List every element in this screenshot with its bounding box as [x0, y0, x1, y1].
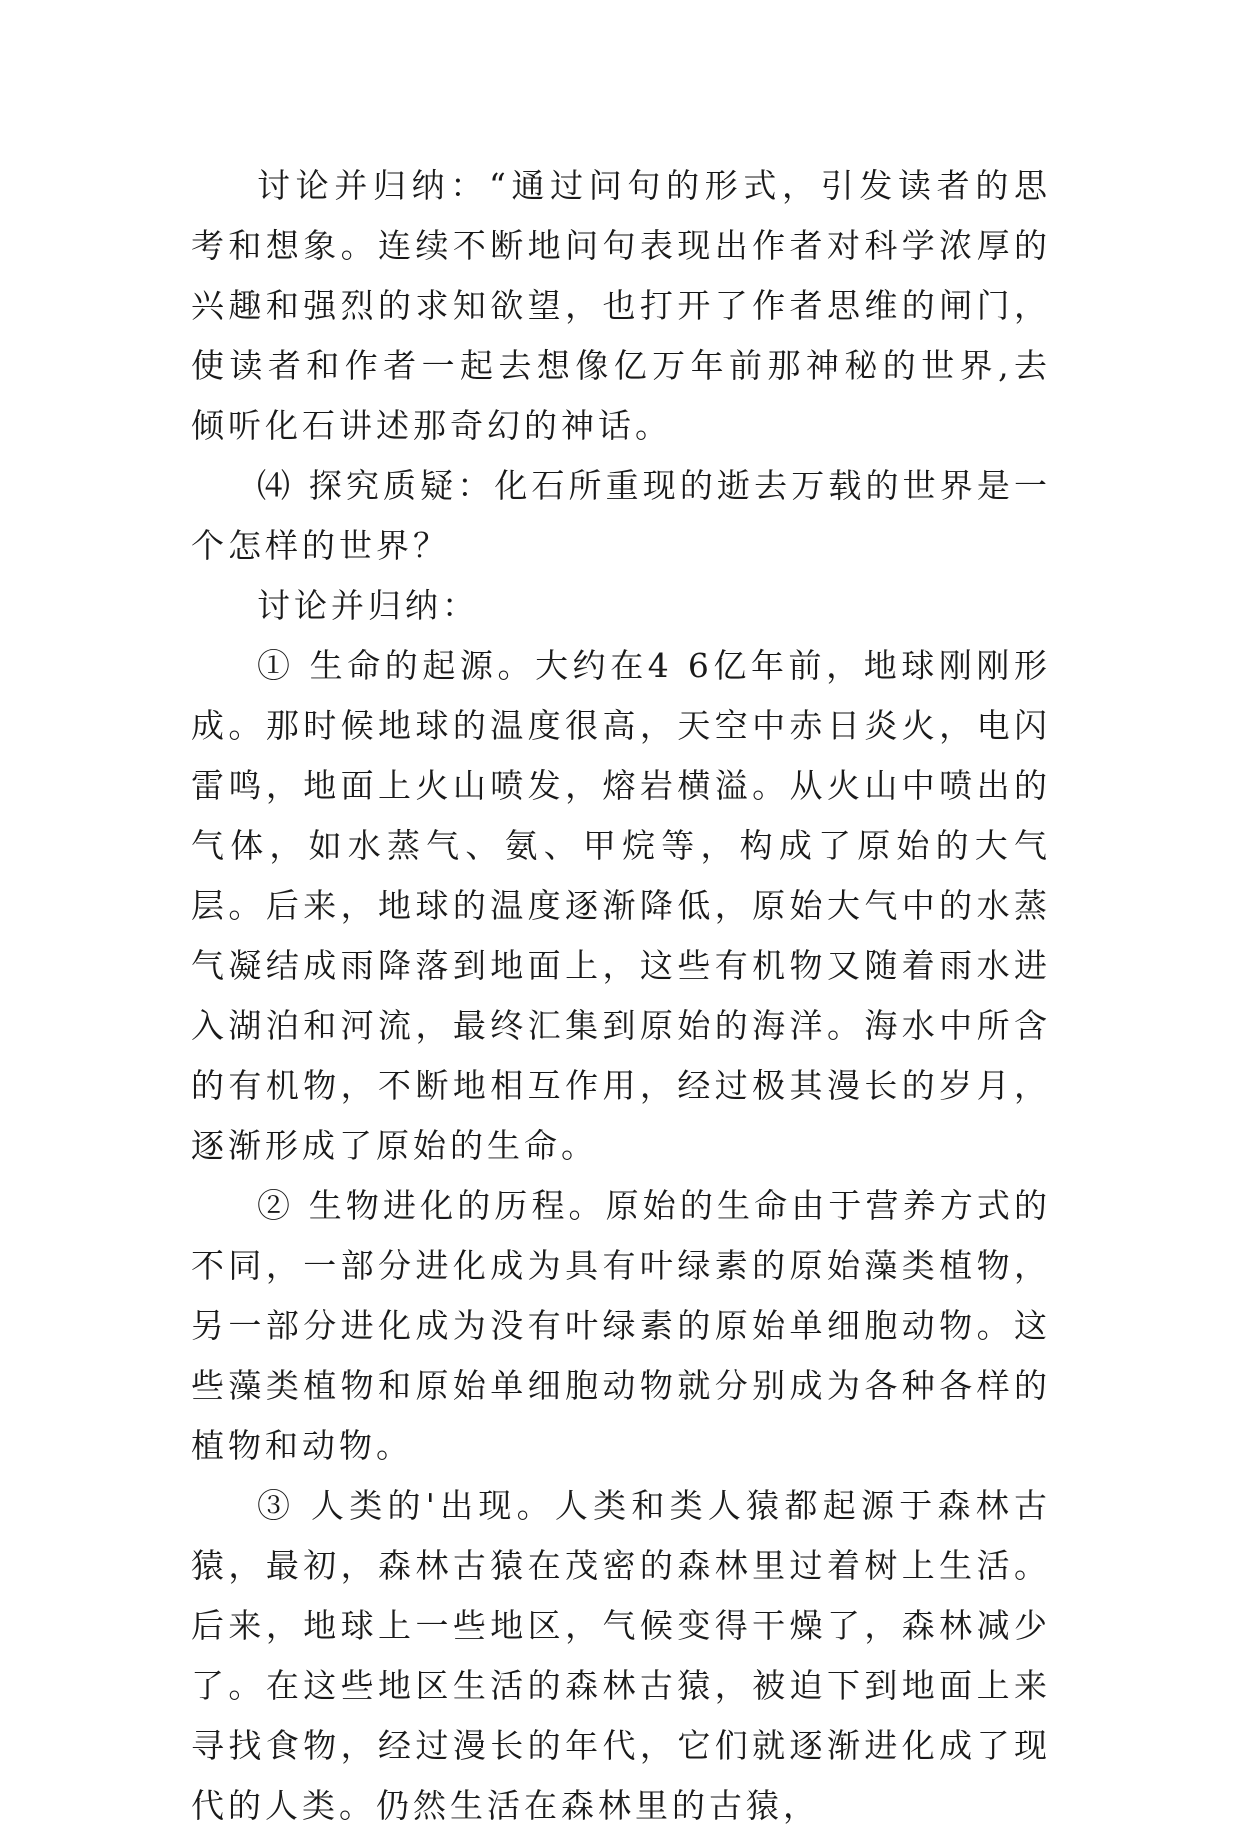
paragraph-human-emergence: ③ 人类的'出现。人类和类人猿都起源于森林古猿，最初，森林古猿在茂密的森林里过着树上生活。后来，地球上一些地区，气候变得干燥了，森林减少了。在这些地区生活的森林古猿，被迫下到地面上来寻找食物，经过漫长的年代，它们就逐渐进化成了现代的人类。仍然生活在森林里的古猿， — [191, 1486, 1051, 1825]
paragraph-origin-of-life: ① 生命的起源。大约在4 6亿年前，地球刚刚形成。那时候地球的温度很高，天空中赤日炎火，电闪雷鸣，地面上火山喷发，熔岩横溢。从火山中喷出的气体，如水蒸气、氨、甲烷等，构成了原始的大气层。后来，地球的温度逐渐降低，原始大气中的水蒸气凝结成雨降落到地面上，这些有机物又随着雨水进入湖泊和河流，最终汇集到原始的海洋。海水中所含的有机物，不断地相互作用，经过极其漫长的岁月，逐渐形成了原始的生命。 — [191, 646, 1051, 1165]
paragraph-discussion-summary: 讨论并归纳：“通过问句的形式，引发读者的思考和想象。连续不断地问句表现出作者对科学浓厚的兴趣和强烈的求知欲望，也打开了作者思维的闸门，使读者和作者一起去想像亿万年前那神秘的世界,去倾听化石讲述那奇幻的神话。 — [191, 166, 1051, 445]
paragraph-evolution-process: ② 生物进化的历程。原始的生命由于营养方式的不同，一部分进化成为具有叶绿素的原始藻类植物，另一部分进化成为没有叶绿素的原始单细胞动物。这些藻类植物和原始单细胞动物就分别成为各种各样的植物和动物。 — [191, 1186, 1051, 1465]
document-page — [191, 156, 1051, 1836]
paragraph-discussion-heading: 讨论并归纳： — [257, 586, 479, 625]
paragraph-inquiry-question: ⑷ 探究质疑：化石所重现的逝去万载的世界是一个怎样的世界？ — [191, 466, 1051, 565]
